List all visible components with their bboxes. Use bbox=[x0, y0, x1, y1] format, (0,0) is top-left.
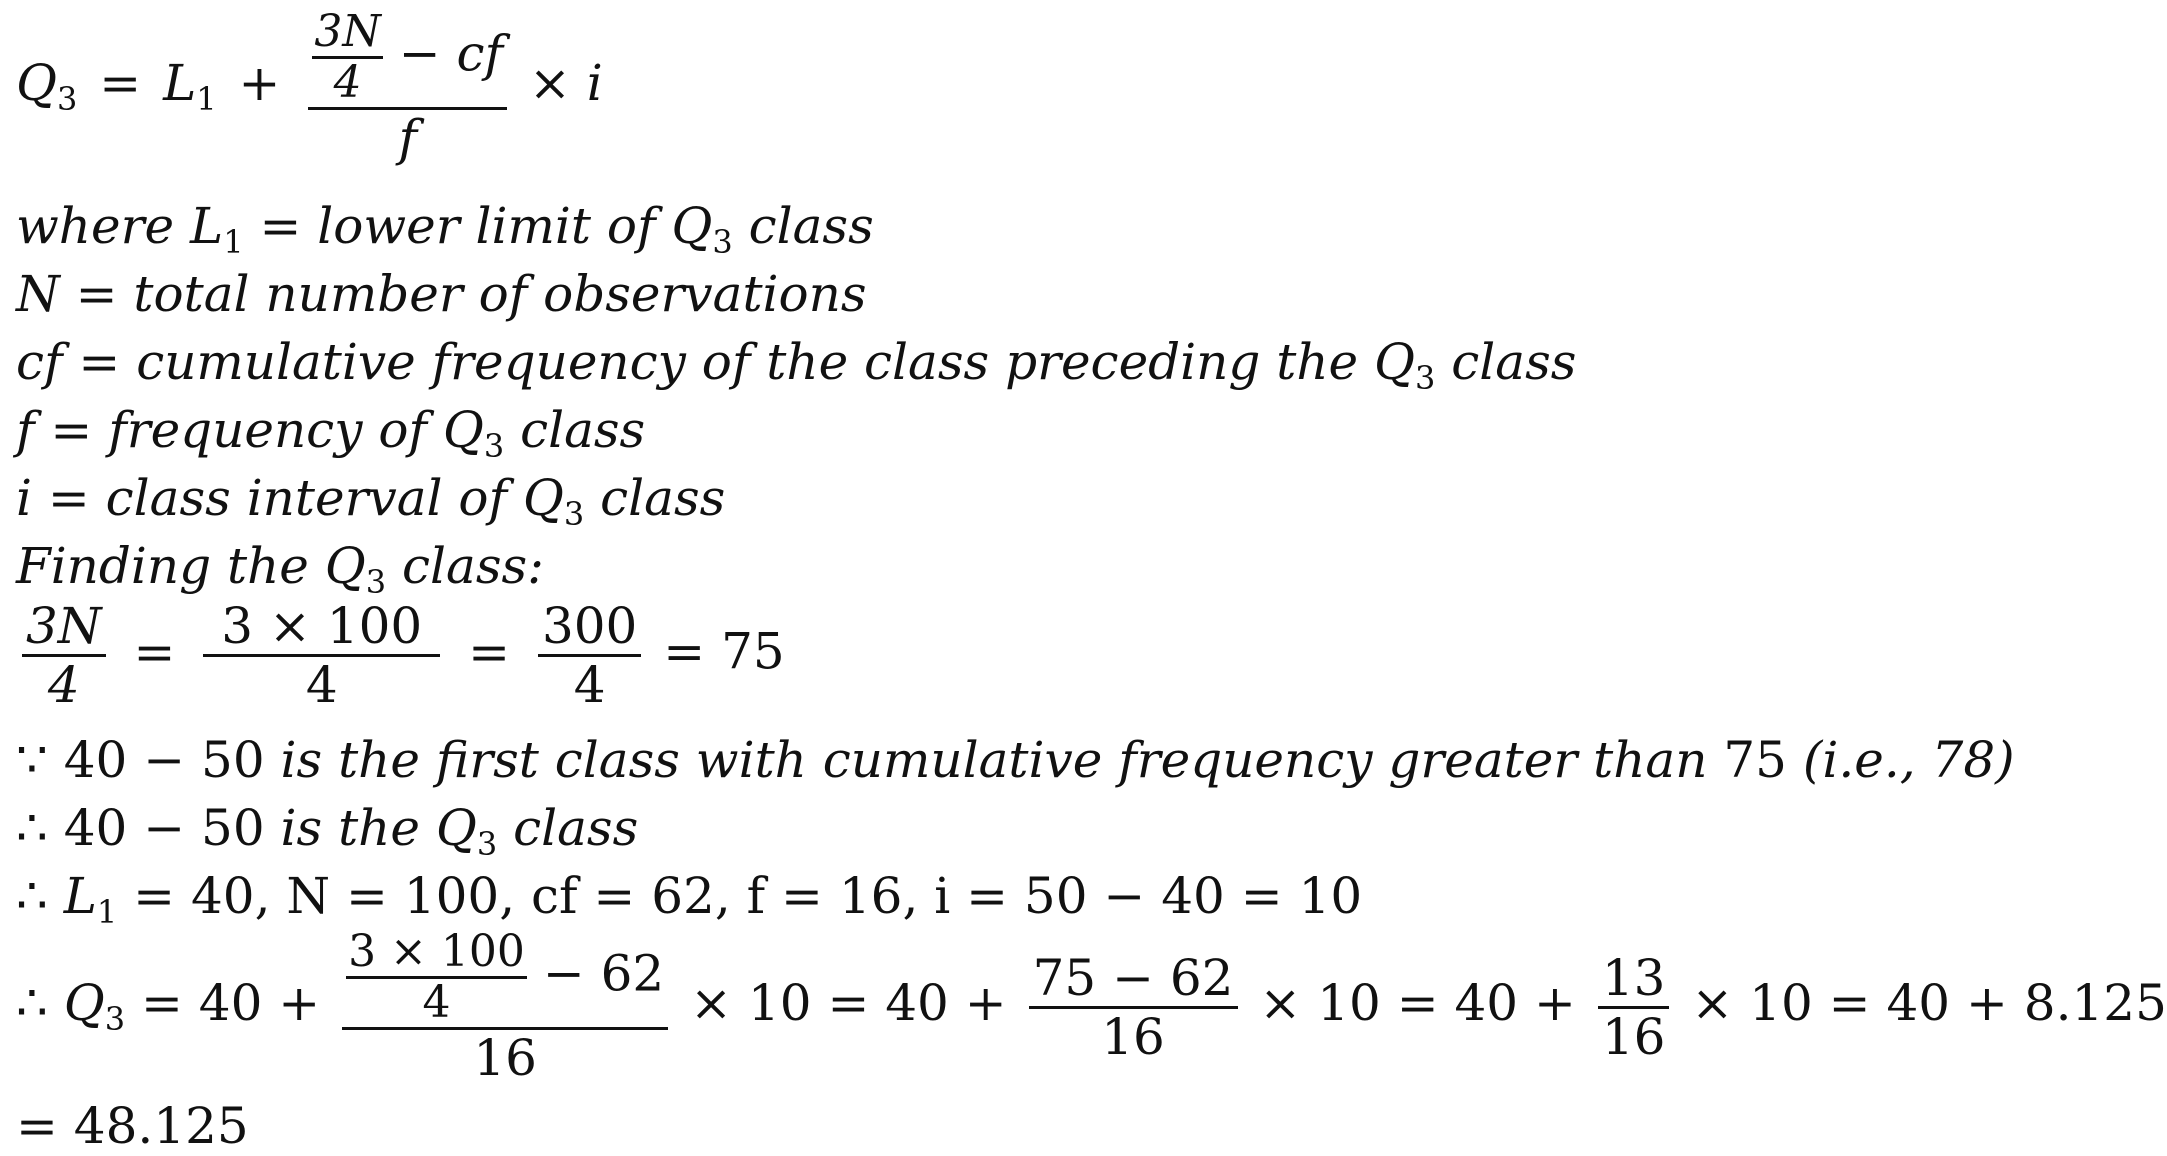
def-total-observations bbox=[16, 264, 867, 324]
because-symbol: ∵ bbox=[16, 731, 48, 789]
final-inner-frac bbox=[346, 928, 527, 1027]
step1-eq: = bbox=[133, 622, 176, 681]
because-line bbox=[16, 730, 2015, 790]
final-text: = 40 + bbox=[125, 974, 321, 1032]
because-text: is the first class with cumulative frequency greater than bbox=[264, 731, 1724, 789]
def-text: class bbox=[732, 197, 874, 255]
final-inner-den: 4 bbox=[422, 977, 451, 1028]
formula-lhs-sub: 3 bbox=[57, 80, 78, 118]
final-frac3-num: 13 bbox=[1598, 950, 1670, 1009]
q-sub: 3 bbox=[104, 1000, 126, 1038]
def-text: N = total number of observations bbox=[16, 265, 867, 323]
final-answer bbox=[16, 1096, 249, 1156]
def-text: i = class interval of Q bbox=[16, 469, 564, 527]
def-text: where L bbox=[16, 197, 224, 255]
def-text: cf = cumulative frequency of the class preceding the Q bbox=[16, 333, 1416, 391]
def-sub: 3 bbox=[365, 563, 387, 601]
formula-plus: + bbox=[238, 54, 281, 112]
class-range: 40 − 50 bbox=[63, 799, 265, 857]
formula-l: L bbox=[163, 54, 197, 112]
def-text: Finding the Q bbox=[16, 537, 366, 595]
step1-frac1-den: 4 bbox=[47, 656, 80, 714]
l-symbol: L bbox=[63, 867, 97, 925]
def-text: class bbox=[1435, 333, 1577, 391]
step1-frac3-den: 4 bbox=[573, 656, 606, 714]
def-text: = lower limit of Q bbox=[243, 197, 713, 255]
final-frac2-num: 75 − 62 bbox=[1029, 950, 1238, 1009]
because-value: 75 bbox=[1723, 731, 1787, 789]
step1-frac3-num: 300 bbox=[538, 598, 641, 657]
def-sub: 3 bbox=[563, 495, 585, 533]
def-class-interval bbox=[16, 468, 726, 533]
formula-main-fraction bbox=[308, 8, 507, 166]
final-minus62: − 62 bbox=[542, 944, 665, 1003]
def-lower-limit bbox=[16, 196, 874, 261]
answer-text: = 48.125 bbox=[16, 1097, 249, 1155]
formula-minus-cf: − cf bbox=[398, 24, 504, 83]
formula-inner-den: 4 bbox=[333, 57, 362, 108]
final-text: × 10 = 40 + bbox=[690, 974, 1007, 1032]
step1-frac1-num: 3N bbox=[22, 598, 106, 657]
def-sub: 3 bbox=[712, 223, 733, 261]
therefore-text: class bbox=[497, 799, 639, 857]
because-paren: (i.e., 78) bbox=[1786, 731, 2015, 789]
values-text: = 40, N = 100, cf = 62, f = 16, i = 50 − 40 = 10 bbox=[117, 867, 1363, 925]
q-symbol: Q bbox=[63, 974, 105, 1032]
formula-times-i: × i bbox=[528, 54, 603, 112]
final-frac3 bbox=[1598, 950, 1670, 1065]
step1-result: = 75 bbox=[663, 622, 785, 681]
def-cumulative-frequency bbox=[16, 332, 1577, 397]
therefore-text: is the Q bbox=[264, 799, 477, 857]
def-sub: 3 bbox=[1415, 359, 1436, 397]
step1-frac1 bbox=[22, 598, 106, 713]
step1-frac2-num: 3 × 100 bbox=[203, 598, 440, 657]
final-inner-num: 3 × 100 bbox=[348, 926, 525, 977]
formula-inner-fraction bbox=[312, 8, 383, 107]
formula-inner-num: 3N bbox=[314, 6, 381, 57]
final-text: × 10 = 40 + bbox=[1259, 974, 1576, 1032]
step1-frac2-den: 4 bbox=[305, 656, 338, 714]
therefore-sub: 3 bbox=[476, 825, 498, 863]
step1-frac3 bbox=[538, 598, 641, 713]
therefore-symbol: ∴ bbox=[16, 974, 48, 1032]
final-frac2 bbox=[1029, 950, 1238, 1065]
formula-main-numerator bbox=[308, 8, 507, 110]
finding-heading bbox=[16, 536, 544, 601]
def-sub: 1 bbox=[223, 223, 244, 261]
therefore-symbol: ∴ bbox=[16, 799, 48, 857]
step1-eq: = bbox=[468, 622, 511, 681]
def-text: f = frequency of Q bbox=[16, 401, 484, 459]
final-computation bbox=[16, 928, 2167, 1086]
final-frac3-den: 16 bbox=[1601, 1007, 1666, 1066]
formula-l-sub: 1 bbox=[196, 80, 217, 118]
step-3n-over-4 bbox=[16, 598, 785, 713]
l-sub: 1 bbox=[96, 893, 118, 931]
def-text: class: bbox=[386, 537, 544, 595]
formula-lhs: Q bbox=[16, 54, 57, 112]
therefore-values bbox=[16, 866, 1363, 931]
quartile-formula bbox=[16, 8, 603, 166]
formula-eq: = bbox=[99, 54, 142, 112]
final-frac2-den: 16 bbox=[1101, 1007, 1165, 1066]
def-text: class bbox=[584, 469, 726, 527]
def-text: class bbox=[504, 401, 646, 459]
final-text: × 10 = 40 + 8.125 bbox=[1691, 974, 2167, 1032]
def-sub: 3 bbox=[483, 427, 505, 465]
class-range: 40 − 50 bbox=[63, 731, 265, 789]
final-frac1-den: 16 bbox=[473, 1029, 537, 1087]
therefore-symbol: ∴ bbox=[16, 867, 48, 925]
final-frac1-num bbox=[342, 928, 668, 1030]
step1-frac2 bbox=[203, 598, 440, 713]
final-frac1 bbox=[342, 928, 668, 1086]
therefore-q3-class bbox=[16, 798, 639, 863]
def-frequency bbox=[16, 400, 646, 465]
formula-outer-den: f bbox=[398, 109, 417, 167]
